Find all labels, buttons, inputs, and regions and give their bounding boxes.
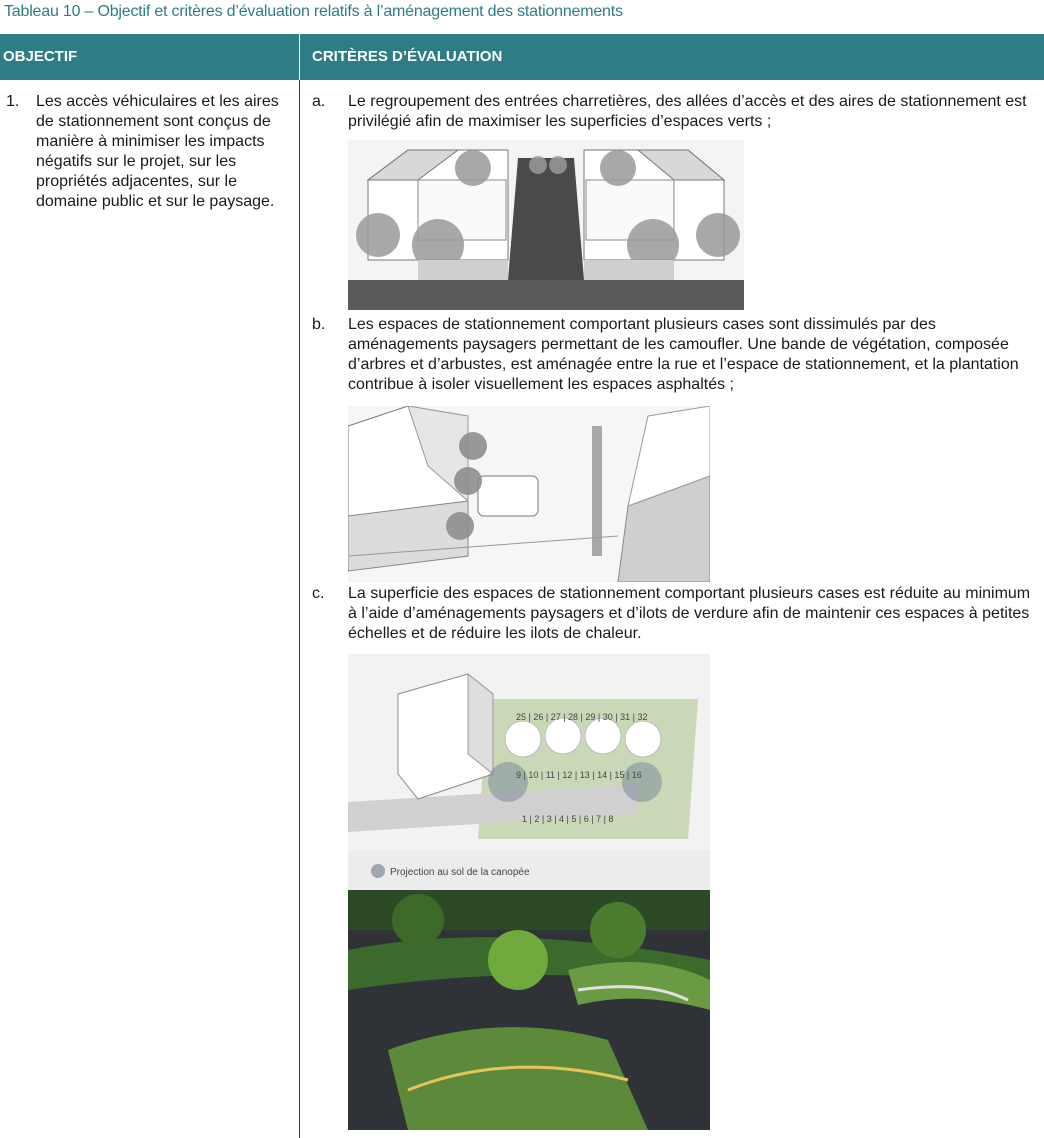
- stall-numbers-mid: 9 | 10 | 11 | 12 | 13 | 14 | 15 | 16: [516, 770, 642, 780]
- criterion-letter: c.: [312, 585, 325, 602]
- header-divider: [299, 34, 300, 80]
- criterion-letter: b.: [312, 316, 326, 333]
- criterion-text: Le regroupement des entrées charretières, des allées d’accès et des aires de stationnement est privilégié afin de maximiser les superficies d’espaces verts ;: [348, 93, 1027, 130]
- criterion-text: Les espaces de stationnement comportant plusieurs cases sont dissimulés par des aménagements paysagers permettant de les camoufler. Une bande de végétation, composée d’arbres et d’arbustes, est aménagée entre la rue et l’espace de stationnement, et la plantation contribue à isoler visuellement les espaces asphaltés ;: [348, 316, 1019, 393]
- stall-numbers-top: 25 | 26 | 27 | 28 | 29 | 30 | 31 | 32: [516, 712, 648, 722]
- figure-grouped-driveway: [348, 140, 744, 310]
- table-header: [0, 34, 1044, 80]
- table-caption: Tableau 10 – Objectif et critères d’évaluation relatifs à l’aménagement des stationnements: [4, 3, 623, 20]
- figure-parking-photo: [348, 890, 710, 1130]
- objective-text: Les accès véhiculaires et les aires de stationnement sont conçus de manière à minimiser les impacts négatifs sur le projet, sur les propriétés adjacentes, sur le domaine public et sur le paysage.: [36, 93, 279, 210]
- figure-vegetation-screen: [348, 406, 710, 582]
- stall-numbers-bottom: 1 | 2 | 3 | 4 | 5 | 6 | 7 | 8: [522, 814, 614, 824]
- header-criteres: CRITÈRES D’ÉVALUATION: [312, 48, 503, 65]
- objective-number: 1.: [6, 93, 20, 110]
- plan-legend: Projection au sol de la canopée: [390, 867, 530, 878]
- criterion-letter: a.: [312, 93, 326, 110]
- column-divider: [299, 80, 300, 1138]
- criterion-text: La superficie des espaces de stationnement comportant plusieurs cases est réduite au minimum à l’aide d’aménagements paysagers et d’ilots de verdure afin de maintenir ces espaces à petites échelles et de réduire les ilots de chaleur.: [348, 585, 1031, 642]
- figure-parking-plan: [348, 654, 710, 890]
- header-objectif: OBJECTIF: [3, 48, 78, 65]
